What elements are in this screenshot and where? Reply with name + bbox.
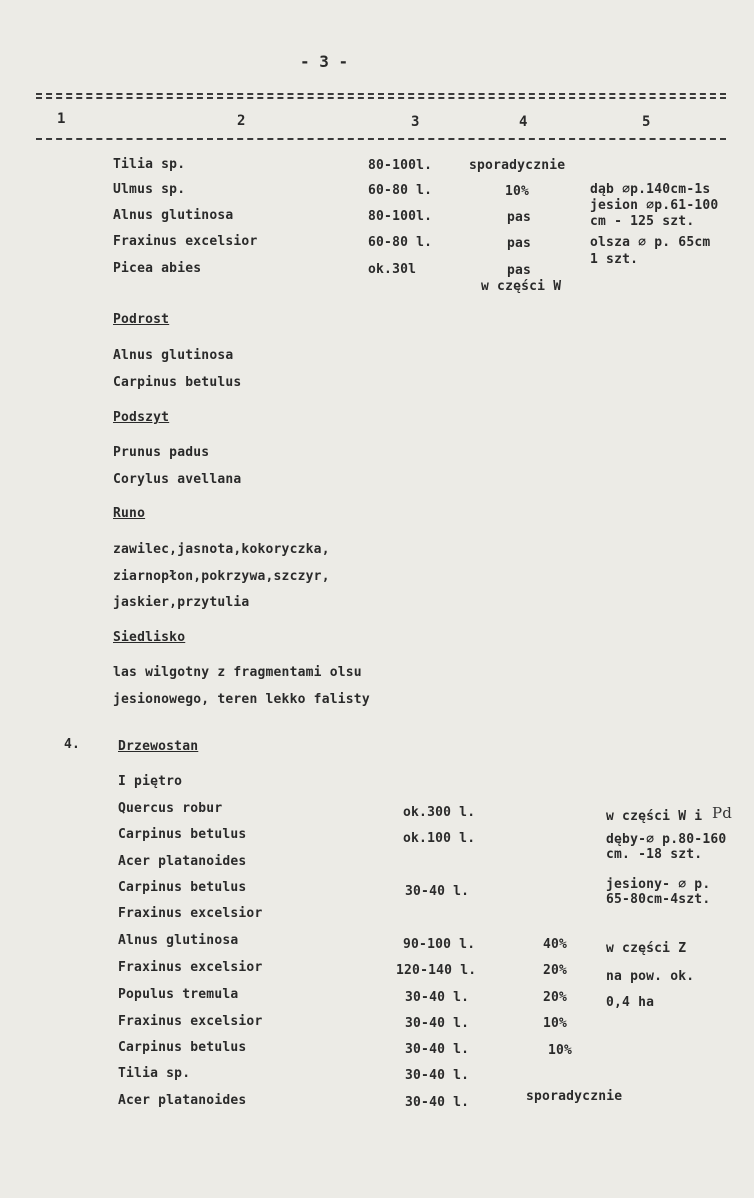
table-top-rule xyxy=(36,93,726,95)
remark-line: jesion ⌀p.61-100 xyxy=(590,198,719,213)
page-number: - 3 - xyxy=(300,52,349,71)
species-age: ok.300 l. xyxy=(403,805,476,820)
species-share: 20% xyxy=(543,990,568,1005)
species-age: ok.30l xyxy=(368,262,417,277)
remark-line: cm. -18 szt. xyxy=(606,847,703,862)
runo-heading: Runo xyxy=(113,506,146,521)
species-name: Tilia sp. xyxy=(118,1066,191,1081)
column-number-4: 4 xyxy=(519,114,528,130)
species-share: pas xyxy=(507,210,532,225)
table-top-rule-2 xyxy=(36,97,726,99)
remark-line: w części W i xyxy=(606,809,703,824)
species-share: pas xyxy=(507,236,532,251)
species-age: 80-100l. xyxy=(368,209,433,224)
species-share: 10% xyxy=(505,184,530,199)
column-number-5: 5 xyxy=(642,114,651,130)
siedlisko-line: las wilgotny z fragmentami olsu xyxy=(113,665,362,680)
species-age: 30-40 l. xyxy=(405,1016,470,1031)
species-share: sporadycznie xyxy=(526,1089,623,1104)
species-age: 60-80 l. xyxy=(368,183,433,198)
podrost-item: Alnus glutinosa xyxy=(113,348,234,363)
species-name: Acer platanoides xyxy=(118,854,247,869)
species-name: Ulmus sp. xyxy=(113,182,186,197)
storey-heading: I piętro xyxy=(118,774,183,789)
species-age: 90-100 l. xyxy=(403,937,476,952)
runo-line: jaskier,przytulia xyxy=(113,595,250,610)
species-share: 10% xyxy=(548,1043,573,1058)
handwritten-note: Pd xyxy=(712,804,733,822)
species-name: Acer platanoides xyxy=(118,1093,247,1108)
remark-line: cm - 125 szt. xyxy=(590,214,695,229)
podszyt-item: Corylus avellana xyxy=(113,472,242,487)
species-age: 60-80 l. xyxy=(368,235,433,250)
species-name: Fraxinus excelsior xyxy=(118,960,263,975)
species-age: 120-140 l. xyxy=(396,963,477,978)
species-name: Alnus glutinosa xyxy=(113,208,234,223)
species-share: 20% xyxy=(543,963,568,978)
species-age: ok.100 l. xyxy=(403,831,476,846)
species-share: 40% xyxy=(543,937,568,952)
species-name: Carpinus betulus xyxy=(118,827,247,842)
remark-line: dąb ⌀p.140cm-1s xyxy=(590,182,711,197)
runo-line: ziarnopłon,pokrzywa,szczyr, xyxy=(113,569,330,584)
podrost-heading: Podrost xyxy=(113,312,170,327)
species-age: 30-40 l. xyxy=(405,884,470,899)
species-name: Carpinus betulus xyxy=(118,1040,247,1055)
species-age: 80-100l. xyxy=(368,158,433,173)
species-share: sporadycznie xyxy=(469,158,566,173)
remark-line: 1 szt. xyxy=(590,252,639,267)
species-name: Fraxinus excelsior xyxy=(118,1014,263,1029)
species-age: 30-40 l. xyxy=(405,990,470,1005)
podszyt-item: Prunus padus xyxy=(113,445,210,460)
remark-line: na pow. ok. xyxy=(606,969,695,984)
table-header-rule xyxy=(36,138,726,140)
species-name: Picea abies xyxy=(113,261,202,276)
column-number-3: 3 xyxy=(411,114,420,130)
remark-line: olsza ⌀ p. 65cm xyxy=(590,235,711,250)
species-name: Quercus robur xyxy=(118,801,223,816)
species-name: Alnus glutinosa xyxy=(118,933,239,948)
species-name: Carpinus betulus xyxy=(118,880,247,895)
species-age: 30-40 l. xyxy=(405,1095,470,1110)
species-name: Populus tremula xyxy=(118,987,239,1002)
remark-line: 0,4 ha xyxy=(606,995,655,1010)
remark-line: 65-80cm-4szt. xyxy=(606,892,711,907)
podszyt-heading: Podszyt xyxy=(113,410,170,425)
remark-line: w części Z xyxy=(606,941,687,956)
species-name: Fraxinus excelsior xyxy=(118,906,263,921)
siedlisko-line: jesionowego, teren lekko falisty xyxy=(113,692,370,707)
column-number-2: 2 xyxy=(237,113,246,129)
species-age: 30-40 l. xyxy=(405,1068,470,1083)
species-name: Fraxinus excelsior xyxy=(113,234,258,249)
species-name: Tilia sp. xyxy=(113,157,186,172)
species-share: pas xyxy=(507,263,532,278)
share-note: w części W xyxy=(481,279,562,294)
podrost-item: Carpinus betulus xyxy=(113,375,242,390)
section-number: 4. xyxy=(64,737,81,752)
runo-line: zawilec,jasnota,kokoryczka, xyxy=(113,542,330,557)
drzewostan-heading: Drzewostan xyxy=(118,739,199,754)
remark-line: dęby-⌀ p.80-160 xyxy=(606,832,727,847)
column-number-1: 1 xyxy=(57,111,66,127)
siedlisko-heading: Siedlisko xyxy=(113,630,186,645)
species-age: 30-40 l. xyxy=(405,1042,470,1057)
species-share: 10% xyxy=(543,1016,568,1031)
remark-line: jesiony- ⌀ p. xyxy=(606,877,711,892)
